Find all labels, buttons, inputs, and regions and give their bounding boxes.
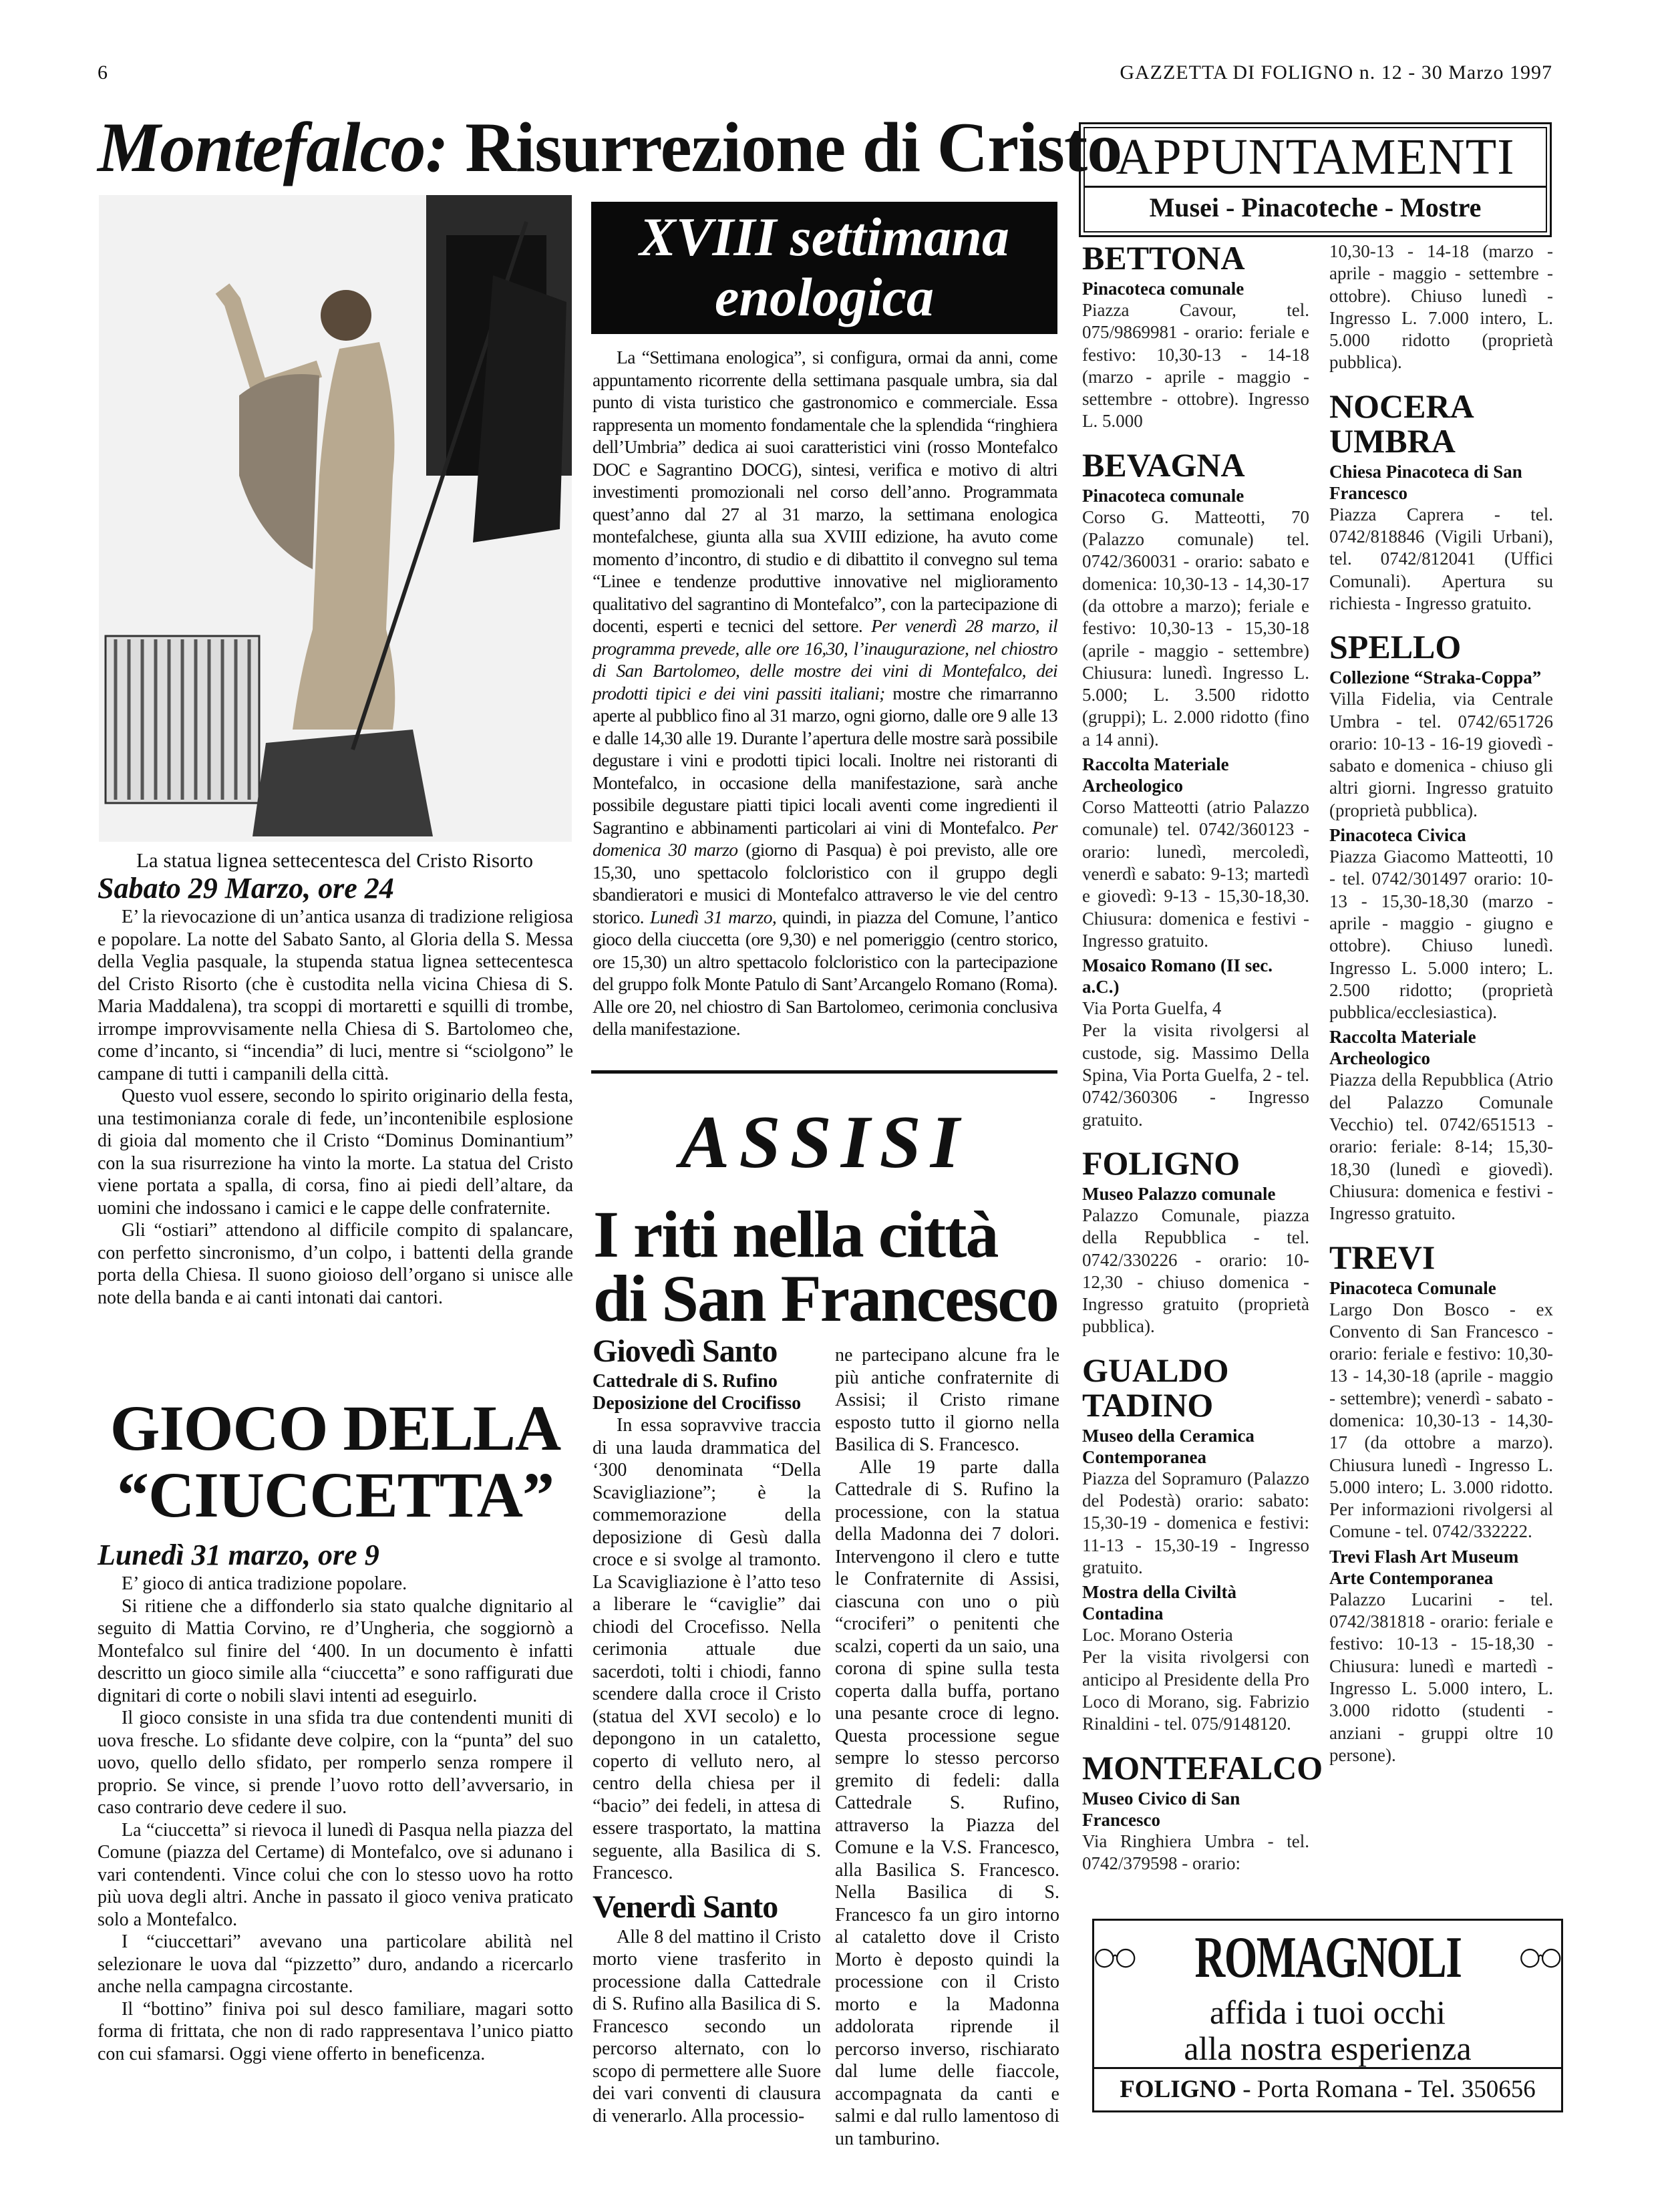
article-paragraph: La “ciuccetta” si rievoca il lunedì di Pasqua nella piazza del Comune (piazza del Certame) di Montefalco, ove si adunano i vari contendenti. Vince colui che con lo stesso uovo ha rotto più uova degli altri. Anche in passato il gioco veniva praticato solo a Montefalco. [98,1819,573,1930]
glasses-icon [1520,1937,1562,1978]
venue-details: Via Porta Guelfa, 4 [1082,998,1222,1019]
venue-heading: Chiesa Pinacoteca di San Francesco [1329,461,1522,503]
text-segment: quindi, in piazza del Comune, l’antico gioco della ciuccetta (ore 9,30) e nel pomeriggio (centro storico, ore 15,30) un altro spettacolo folcloristico con la partecipazione del gruppo folk Monte Patulo di Sant’Arcangelo Romano (Roma). Alle ore 20, nel chiostro di San Bartolomeo, cerimonia conclusiva della manifestazione. [593,906,1057,1039]
venue-heading: Museo Civico di San Francesco [1082,1788,1240,1830]
assisi-headline-line2: di San Francesco [593,1261,1058,1335]
venue-details: Largo Don Bosco - ex Convento di San Francesco - orario: feriale e festivo: 10,30-13 - 14,30-18 (aprile - maggio - settembre); venerdì - sabato - domenica: 10,30-13 - 14,30-17 (da ottobre a marzo). Chiusura lunedì - Ingresso L. 5.000 intero; L. 3.000 ridotto. Per informazioni rivolgersi al Comune - tel. 0742/332222. [1329,1299,1553,1542]
assisi-kicker: ASSISI [679,1101,969,1184]
venue-details: Per la visita rivolgersi al custode, sig. Massimo Della Spina, Via Porta Guelfa, 2 - tel. 0742/360306 - Ingresso gratuito. [1082,1020,1309,1130]
venue-heading: Mosaico Romano (II sec. a.C.) [1082,955,1273,997]
assisi-headline [593,1197,1061,1335]
city-heading: BEVAGNA [1082,446,1245,484]
venue-details: Corso Matteotti (atrio Palazzo comunale) tel. 0742/360123 - orario: lunedì, mercoledì, venerdì e sabato: 9-13; martedì e giovedì: 9-13 - 15,30-18,30. Chiusura: domenica e festivi - Ingresso gratuito. [1082,797,1309,951]
enologica-headline-line2: enologica [715,267,934,327]
venue-details: Piazza del Sopramuro (Palazzo del Podestà) orario: sabato: 15,30-19 - domenica e festivi: 11-13 - 15,30-19 - Ingresso gratuito. [1082,1468,1309,1577]
venue-heading: Trevi Flash Art Museum Arte Contemporanea [1329,1546,1519,1588]
article-paragraph: Gli “ostiari” attendono al difficile compito di spalancare, con perfetto sincronismo, d’un colpo, i battenti della grande porta della Chiesa. Il suono gioioso dell’organo si unisce alle note della banda e ai canti intonati dai cantori. [98,1220,573,1308]
headline-place: Montefalco: [98,108,448,186]
cristo-risorto-photo-image [99,195,572,842]
venue-heading: Mostra della Civiltà Contadina [1082,1582,1236,1624]
photo-caption: La statua lignea settecentesca del Cristo Risorto [136,848,533,872]
article-paragraph: Il “bottino” finiva poi sul desco familiare, magari sotto forma di frittata, che non di rado rappresentava l’unico piatto con cui sfamarsi. Oggi viene offerto in beneficenza. [98,1998,573,2064]
ciuccetta-article [98,1538,573,2065]
enologica-headline [591,202,1057,334]
city-heading: FOLIGNO [1082,1144,1240,1182]
ad-slogan-line2: alla nostra esperienza [1184,2030,1472,2067]
text-segment: (giorno di Pasqua) è poi previsto, alle ore 15,30, uno spettacolo folcloristico con il gruppo degli sbandieratori e musici di Montefalco attraverso le vie del centro storico. [593,839,1057,927]
italic-text-segment: Lunedì 31 marzo, [649,906,777,927]
appuntamenti-subtitle: Musei - Pinacoteche - Mostre [1149,192,1482,222]
venue-heading: Pinacoteca comunale [1082,279,1244,299]
risurrezione-subhead: Sabato 29 Marzo, ore 24 [98,872,394,905]
headline-title: Risurrezione di Cristo [448,108,1122,186]
masthead: GAZZETTA DI FOLIGNO n. 12 - 30 Marzo 1997 [1120,61,1552,84]
enologica-headline-line1: XVIII settimana [639,206,1009,267]
ad-slogan-line1: affida i tuoi occhi [1209,1994,1446,2031]
article-paragraph: E’ gioco di antica tradizione popolare. [122,1573,407,1594]
venue-details: 10,30-13 - 14-18 (marzo - aprile - maggio - settembre - ottobre). Chiuso lunedì - Ingresso L. 7.000 intero, L. 5.000 ridotto (proprietà pubblica). [1329,241,1553,373]
enologica-article [593,346,1057,1040]
ciuccetta-headline [98,1392,573,1531]
city-heading: BETTONA [1082,239,1245,277]
ad-address-text: - Porta Romana - Tel. 350656 [1236,2076,1536,2103]
venue-details: Palazzo Comunale, piazza della Repubblica - tel. 0742/330226 - orario: 10-12,30 - chiuso domenica - Ingresso gratuito (proprietà pubblica). [1082,1205,1309,1337]
italic-text-segment: Per domenica 30 marzo [593,816,1057,860]
article-paragraph [593,346,1057,1040]
city-heading: GUALDO TADINO [1082,1351,1229,1424]
section-divider [591,1070,1057,1074]
article-paragraph: I “ciuccettari” avevano una particolare abilità nel selezionare le uova dal “pizzetto” duro, andando a ricercarlo anche nella campagna circostante. [98,1931,573,1997]
venue-heading: Collezione “Straka-Coppa” [1329,667,1542,688]
italic-text-segment: Per venerdì 28 marzo, il programma prevede, alle ore 16,30, l’inaugurazione, nel chiostro di San Bartolomeo, delle mostre dei vini di Montefalco, dei prodotti tipici e dei vini passiti italiani; [593,615,1058,703]
city-heading: TREVI [1329,1238,1436,1276]
ad-city: FOLIGNO [1120,2076,1236,2103]
ciuccetta-headline-line1: GIOCO DELLA [110,1392,561,1464]
venue-heading: Museo Palazzo comunale [1082,1183,1276,1204]
article-paragraph: Il gioco consiste in una sfida tra due contendenti muniti di uova fresche. Lo sfidante deve colpire, con la “punta” del suo uovo, quello dello sfidato, per romperlo senza rompere il proprio. Se vince, si prende l’uovo rotto dell’avversario, in caso contrario deve cedere il suo. [98,1708,573,1818]
venue-details: Piazza Caprera - tel. 0742/818846 (Vigili Urbani), tel. 0742/812041 (Uffici Comunali). Apertura su richiesta - Ingresso gratuito. [1329,504,1553,613]
venue-heading: Pinacoteca comunale [1082,485,1244,506]
appuntamenti-column-1 [1082,239,1323,1875]
appuntamenti-banner [1079,122,1552,237]
page-headline [98,107,1122,188]
glasses-icon [1094,1937,1136,1978]
city-heading: NOCERA UMBRA [1329,387,1472,460]
giovedi-heading: Giovedì Santo [593,1333,778,1369]
ciuccetta-headline-line2: “CIUCCETTA” [117,1459,554,1531]
giovedi-rite: Deposizione del Crocifisso [593,1393,802,1414]
article-paragraph: In essa sopravvive traccia di una lauda drammatica del ‘300 denominata “Della Scavigliazione”; è la commemorazione della deposizione di Gesù dalla croce e si svolge al tramonto. La Scavigliazione è l’atto teso a liberare le “caviglie” dai chiodi del Crocefisso. Nella cerimonia attuale due sacerdoti, tolti i chiodi, fanno scendere dalla croce il Cristo (statua del XVI secolo) e lo depongono in un cataletto, coperto di velluto nero, al centro della chiesa per il “bacio” dei fedeli, in attesa di essere trasportato, la mattina seguente, alla Basilica di S. Francesco. [593,1415,821,1883]
article-paragraph: E’ la rievocazione di un’antica usanza di tradizione religiosa e popolare. La notte del Sabato Santo, al Gloria della S. Messa della Veglia pasquale, la stupenda statua lignea settecentesca del Cristo Risorto (che è custodita nella vicina Chiesa di S. Maria Maddalena), tra scoppi di mortaretti e squilli di trombe, irrompe improvvisamente nella Chiesa di S. Bartolomeo che, come d’incanto, si “incendia” di luci, mentre si “sciolgono” le campane di tutti i campanili della città. [98,907,573,1084]
article-paragraph: Questo vuol essere, secondo lo spirito originario della festa, una testimonianza corale di fede, un’incontenibile esplosione di gioia dal momento che il Cristo “Dominus Dominantium” con la sua risurrezione ha vinto la morte. La statua del Cristo viene portata a spalla, di corsa, fino ai piedi dell’altare, da uomini che indossano i camici e le cappe delle confraternite. [98,1086,573,1219]
venue-details: Corso G. Matteotti, 70 (Palazzo comunale) tel. 0742/360031 - orario: sabato e domenica: 10,30-13 - 14,30-17 (da ottobre a marzo); feriale e festivo: 10,30-13 - 15,30-18 (aprile - maggio - settembre) Chiusura: lunedì. Ingresso L. 5.000; L. 3.500 ridotto (gruppi); L. 2.000 ridotto (fino a 14 anni). [1082,506,1309,750]
assisi-column-2 [835,1344,1059,2150]
statue-photo [99,195,572,842]
article-paragraph: Si ritiene che a diffonderlo sia stato qualche dignitario al seguito di Mattia Corvino, re d’Ungheria, che soggiornò a Montefalco sul finire del ‘400. In un documento è infatti descritto un gioco simile alla “ciuccetta” e sono raffigurati due dignitari di corte o nobili slavi intenti ad eseguirlo. [98,1595,573,1706]
text-segment: mostre che rimarranno aperte al pubblico fino al 31 marzo, ogni giorno, dalle ore 9 alle 13 e dalle 14,30 alle 19. Durante l’apertura delle mostre sarà possibile degustare i vini e prodotti tipici locali. Inoltre nei ristoranti di Montefalco, in occasione della manifestazione, sarà anche possibile degustare piatti tipici locali aventi come ingredienti il Sagrantino e abbinamenti particolari ai vini di Montefalco. [593,682,1057,838]
assisi-column-1 [593,1333,821,2127]
venue-details: Piazza Giacomo Matteotti, 10 - tel. 0742/301497 orario: 10-13 - 15,30-18,30 (marzo - aprile - maggio - giugno e ottobre). Chiuso lunedì. Ingresso L. 5.000 intero; L. 2.500 ridotto; (proprietà pubblica/ecclesiastica). [1329,846,1553,1023]
ciuccetta-subhead: Lunedì 31 marzo, ore 9 [98,1539,379,1571]
venue-heading: Raccolta Materiale Archeologico [1082,754,1229,796]
venue-heading: Pinacoteca Comunale [1329,1277,1496,1298]
article-paragraph: ne partecipano alcune fra le più antiche confraternite di Assisi; il Cristo rimane esposto tutto il giorno nella Basilica di S. Francesco. [835,1345,1059,1455]
assisi-headline-line1: I riti nella città [593,1197,998,1271]
city-heading: SPELLO [1329,628,1462,666]
venerdi-heading: Venerdì Santo [593,1889,778,1925]
venue-details: Palazzo Lucarini - tel. 0742/381818 - orario: feriale e festivo: 10-13 - 15-18,30 - Chiusura: lunedì e martedì - Ingresso L. 5.000 intero, L. 3.000 ridotto (studenti - anziani - gruppi oltre 10 persone). [1329,1589,1553,1765]
venue-details: Piazza della Repubblica (Atrio del Palazzo Comunale Vecchio) tel. 0742/651513 - orario: feriale: 8-14; 15,30-18,30 (lunedì e giovedì). Chiusura: domenica e festivi - Ingresso gratuito. [1329,1070,1553,1224]
venue-details: Piazza Cavour, tel. 075/9869981 - orario: feriale e festivo: 10,30-13 - 14-18 (marzo - aprile - maggio - settembre - ottobre). Ingresso L. 5.000 [1082,300,1309,432]
article-paragraph: Alle 19 parte dalla Cattedrale di S. Rufino la processione, con la statua della Madonna dei 7 dolori. Intervengono il clero e tutte le Confraternite di Assisi, ciascuna con uno o più “crociferi” o penitenti che scalzi, coperti da un saio, una corona di spine sulla testa coperta dalla buffa, portano una pesante croce di legno. Questa processione segue sempre lo stesso percorso gremito di fedeli: dalla Cattedrale S. Rufino, attraverso la Piazza del Comune e la V.S. Francesco, alla Basilica S. Francesco. Nella Basilica di S. Francesco fa un giro intorno al cataletto dove il Cristo Morto è deposto quindi la processione con il Cristo morto e la Madonna addolorata riprende il percorso inverso, rischiarato dal lume delle fiaccole, accompagnata da canti e salmi e dal rullo lamentoso di un tamburino. [835,1456,1059,2149]
venue-heading: Museo della Ceramica Contemporanea [1082,1425,1255,1467]
risurrezione-article [98,871,573,1309]
ad-brand: ROMAGNOLI [1194,1925,1461,1990]
romagnoli-advertisement [1092,1919,1563,2112]
venue-heading: Raccolta Materiale Archeologico [1329,1027,1476,1069]
venue-details: Via Ringhiera Umbra - tel. 0742/379598 - orario: [1082,1831,1309,1873]
article-paragraph: Alle 8 del mattino il Cristo morto viene trasferito in processione dalla Cattedrale di S. Rufino alla Basilica di S. Francesco secondo un percorso alternato, con lo scopo di permettere alle Suore dei vari conventi di clausura di venerarlo. Alla processio- [593,1926,821,2126]
venue-details: Loc. Morano Osteria [1082,1625,1233,1645]
giovedi-place: Cattedrale di S. Rufino [593,1371,778,1392]
page-number: 6 [98,61,108,84]
venue-heading: Pinacoteca Civica [1329,825,1466,846]
text-segment: La “Settimana enologica”, si configura, ormai da anni, come appuntamento ricorrente della settimana pasquale umbra, sia dal punto di vista turistico che gastronomico e commerciale. Essa rappresenta un momento fondamentale che la splendida “ringhiera dell’Umbria” dedica ai suoi caratteristici vini (rosso Montefalco DOC e Sagrantino DOCG), sintesi, verifica e motivo di altri investimenti promozionali nel corso dell’anno. Programmata quest’anno dal 27 al 31 marzo, la settimana enologica montefalchese, giunta alla sua XVIII edizione, ha avuto come momento d’incontro, di studio e di dibattito il convegno sul tema “Linee e tendenze produttive innovative nel miglioramento qualitativo del sagrantino di Montefalco”, con la partecipazione di docenti, esperti e tecnici del settore. [593,347,1057,636]
venue-details: Villa Fidelia, via Centrale Umbra - tel. 0742/651726 orario: 10-13 - 16-19 giovedì - sabato e domenica - chiuso gli altri giorni. Ingresso gratuito (proprietà pubblica). [1329,689,1553,820]
venue-details: Per la visita rivolgersi con anticipo al Presidente della Pro Loco di Morano, sig. Fabrizio Rinaldini - tel. 075/9148120. [1082,1647,1309,1734]
city-heading: MONTEFALCO [1082,1748,1323,1786]
ad-slogan [1094,1994,1561,2066]
appuntamenti-column-2 [1329,241,1553,1766]
ad-address [1094,2067,1561,2110]
appuntamenti-title: APPUNTAMENTI [1085,128,1546,188]
